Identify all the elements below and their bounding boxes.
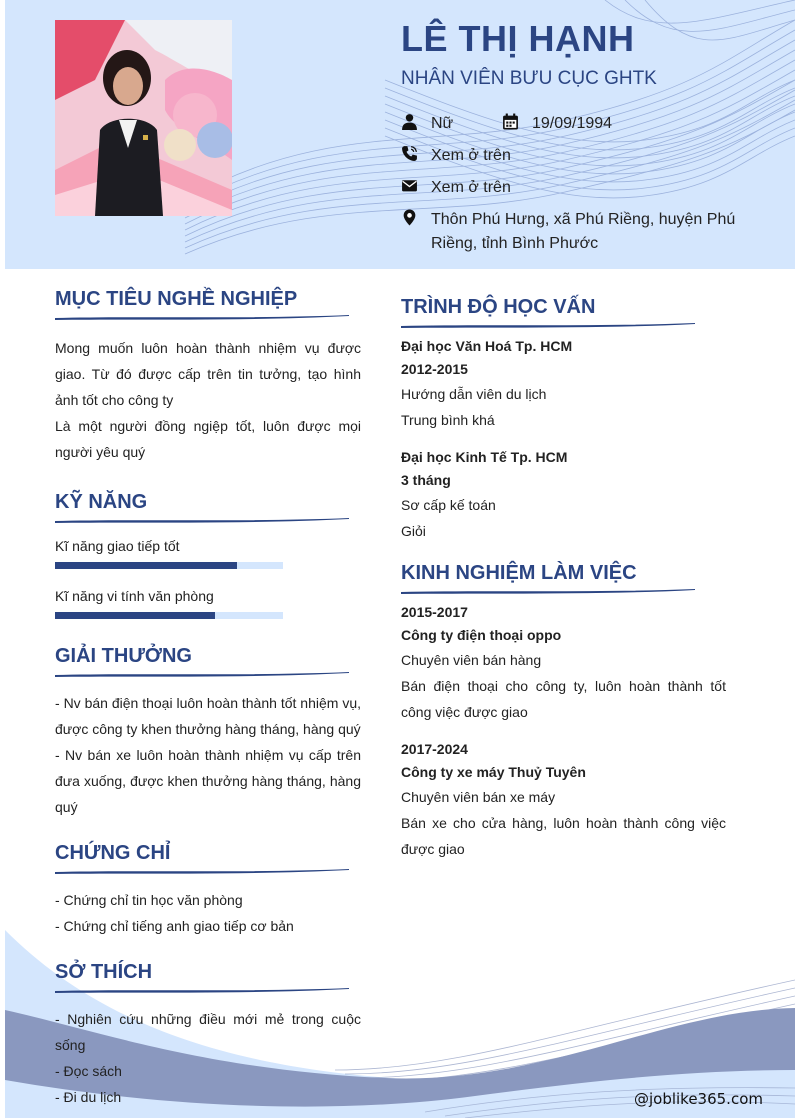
skill-bar-fill (55, 612, 215, 619)
brush-underline (401, 587, 695, 595)
resume-page (5, 0, 795, 1118)
person-icon (401, 113, 418, 130)
education-section (401, 296, 726, 544)
experience-item (401, 601, 726, 725)
experience-item (401, 738, 726, 862)
birthday-row (502, 112, 612, 136)
experience-period: 2017-2024 (401, 741, 468, 757)
hobbies-section (55, 961, 361, 1110)
phone-icon (401, 145, 418, 162)
birthday-value: 19/09/1994 (532, 115, 613, 132)
map-pin-icon (401, 209, 418, 226)
skill-item (55, 586, 361, 619)
skills-title: KỸ NĂNG (55, 491, 148, 513)
header (5, 0, 795, 269)
skill-label: Kĩ năng vi tính văn phòng (55, 588, 214, 604)
awards-title: GIẢI THƯỞNG (55, 645, 192, 667)
brush-underline (55, 670, 349, 678)
address-row (401, 208, 735, 256)
address-line-2: Riềng, tỉnh Bình Phước (431, 235, 599, 252)
envelope-icon (401, 177, 418, 194)
education-grade: Trung bình khá (401, 412, 495, 428)
calendar-icon (502, 113, 519, 130)
left-column (55, 288, 361, 1110)
objective-line: Mong muốn luôn hoàn thành nhiệm vụ được giao. Từ đó được cấp trên tin tưởng, tạo hình ảnh tốt cho công ty (55, 340, 361, 408)
brush-underline (55, 516, 349, 524)
brush-underline (55, 986, 349, 994)
education-major: Sơ cấp kế toán (401, 497, 496, 513)
company-name: Công ty xe máy Thuỷ Tuyên (401, 764, 586, 780)
certificate-line: - Chứng chỉ tiếng anh giao tiếp cơ bản (55, 918, 294, 934)
phone-row (401, 144, 511, 168)
hobbies-title: SỞ THÍCH (55, 961, 153, 983)
education-title: TRÌNH ĐỘ HỌC VẤN (401, 296, 596, 318)
hobby-line: - Nghiên cứu những điều mới mẻ trong cuộc sống (55, 1011, 361, 1053)
experience-period: 2015-2017 (401, 604, 468, 620)
position-title: Chuyên viên bán hàng (401, 652, 542, 668)
right-column (401, 296, 726, 862)
skill-label: Kĩ năng giao tiếp tốt (55, 538, 180, 554)
skills-section (55, 491, 361, 619)
certificates-section (55, 842, 361, 939)
skill-bar (55, 562, 283, 569)
experience-description: Bán xe cho cửa hàng, luôn hoàn thành công việc được giao (401, 815, 726, 857)
experience-description: Bán điện thoại cho công ty, luôn hoàn thành tốt công việc được giao (401, 678, 726, 720)
email-value: Xem ở trên (431, 179, 511, 196)
certificates-title: CHỨNG CHỈ (55, 842, 171, 864)
award-line: - Nv bán xe luôn hoàn thành nhiệm vụ cấp trên đưa xuống, được khen thưởng hàng tháng, hàng quý (55, 747, 361, 815)
phone-value: Xem ở trên (431, 147, 511, 164)
education-major: Hướng dẫn viên du lịch (401, 386, 547, 402)
education-item (401, 446, 726, 544)
address-line-1: Thôn Phú Hưng, xã Phú Riềng, huyện Phú (431, 211, 736, 228)
award-line: - Nv bán điện thoại luôn hoàn thành tốt nhiệm vụ, được công ty khen thưởng hàng tháng, hàng quý (55, 695, 361, 737)
email-row (401, 176, 511, 200)
school-name: Đại học Văn Hoá Tp. HCM (401, 338, 573, 354)
skill-item (55, 536, 361, 569)
skill-bar (55, 612, 283, 619)
job-title: NHÂN VIÊN BƯU CỤC GHTK (401, 68, 657, 89)
awards-section (55, 645, 361, 820)
profile-photo (55, 20, 232, 216)
objective-title: MỤC TIÊU NGHỀ NGHIỆP (55, 288, 298, 310)
objective-section (55, 288, 361, 465)
company-name: Công ty điện thoại oppo (401, 627, 562, 643)
position-title: Chuyên viên bán xe máy (401, 789, 556, 805)
certificate-line: - Chứng chỉ tin học văn phòng (55, 892, 243, 908)
experience-title: KINH NGHIỆM LÀM VIỆC (401, 562, 637, 584)
hobby-line: - Đọc sách (55, 1063, 122, 1079)
education-period: 2012-2015 (401, 361, 468, 377)
education-period: 3 tháng (401, 472, 451, 488)
candidate-name: LÊ THỊ HẠNH (401, 18, 635, 59)
brush-underline (55, 313, 349, 321)
brush-underline (55, 867, 349, 875)
experience-section (401, 562, 726, 862)
objective-line: Là một người đồng ngiệp tốt, luôn được mọi người yêu quý (55, 418, 361, 460)
education-grade: Giỏi (401, 523, 426, 539)
education-item (401, 335, 726, 433)
skill-bar-fill (55, 562, 237, 569)
brush-underline (401, 321, 695, 329)
gender-row (401, 112, 453, 136)
address-value (431, 208, 735, 256)
gender-value: Nữ (431, 115, 454, 132)
hobby-line: - Đi du lịch (55, 1089, 122, 1105)
website-credit[interactable]: @joblike365.com (633, 1090, 763, 1108)
school-name: Đại học Kinh Tế Tp. HCM (401, 449, 568, 465)
